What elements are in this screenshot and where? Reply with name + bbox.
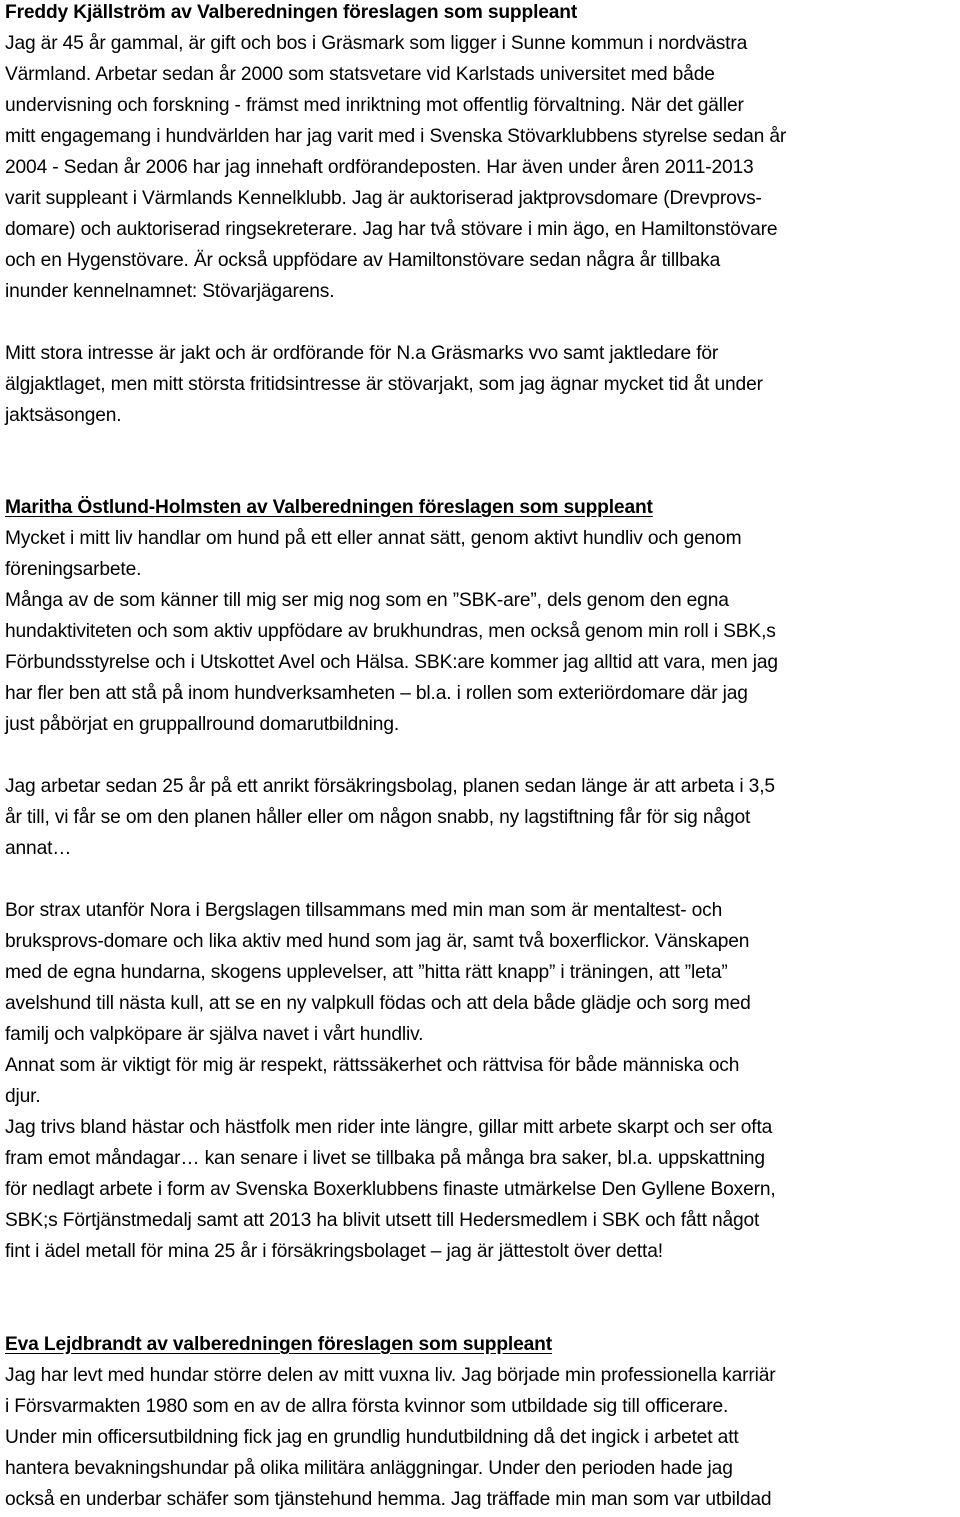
paragraph-line: hundaktiviteten och som aktiv uppfödare av brukhundras, men också genom min roll i SBK,s xyxy=(5,621,776,642)
paragraph-line: hantera bevakningshundar på olika militära anläggningar. Under den perioden hade jag xyxy=(5,1458,733,1479)
paragraph-line: Jag är 45 år gammal, är gift och bos i Gräsmark som ligger i Sunne kommun i nordvästra xyxy=(5,33,748,54)
paragraph-line: fram emot måndagar… kan senare i livet se tillbaka på många bra saker, bl.a. uppskattning xyxy=(5,1148,765,1169)
paragraph-line: bruksprovs-domare och lika aktiv med hund som jag är, samt två boxerflickor. Vänskapen xyxy=(5,931,750,952)
paragraph-line: Jag trivs bland hästar och hästfolk men rider inte längre, gillar mitt arbete skarpt och ser ofta xyxy=(5,1117,773,1138)
paragraph-line: Förbundsstyrelse och i Utskottet Avel och Hälsa. SBK:are kommer jag alltid att vara, men jag xyxy=(5,652,778,673)
paragraph-line: Under min officersutbildning fick jag en grundlig hundutbildning då det ingick i arbetet att xyxy=(5,1427,739,1448)
paragraph-line: föreningsarbete. xyxy=(5,559,142,580)
section-heading-maritha: Maritha Östlund-Holmsten av Valberedningen föreslagen som suppleant xyxy=(5,497,653,518)
paragraph-line: undervisning och forskning - främst med inriktning mot offentlig förvaltning. När det gäller xyxy=(5,95,744,116)
paragraph-line: också en underbar schäfer som tjänstehund hemma. Jag träffade min man som var utbildad xyxy=(5,1489,772,1510)
paragraph-line: älgjaktlaget, men mitt största fritidsintresse är stövarjakt, som jag ägnar mycket tid åt under xyxy=(5,374,763,395)
paragraph-line: varit suppleant i Värmlands Kennelklubb. Jag är auktoriserad jaktprovsdomare (Drevprovs- xyxy=(5,188,762,209)
paragraph-line: Många av de som känner till mig ser mig nog som en ”SBK-are”, dels genom den egna xyxy=(5,590,729,611)
paragraph-line: Jag har levt med hundar större delen av mitt vuxna liv. Jag började min professionella karriär xyxy=(5,1365,776,1386)
paragraph-line: domare) och auktoriserad ringsekreterare. Jag har två stövare i min ägo, en Hamiltonstövare xyxy=(5,219,778,240)
paragraph-line: just påbörjat en gruppallround domarutbildning. xyxy=(5,714,400,735)
paragraph-line: jaktsäsongen. xyxy=(5,405,122,426)
paragraph-line: SBK;s Förtjänstmedalj samt att 2013 ha blivit utsett till Hedersmedlem i SBK och fått något xyxy=(5,1210,760,1231)
paragraph-line: för nedlagt arbete i form av Svenska Boxerklubbens finaste utmärkelse Den Gyllene Boxern, xyxy=(5,1179,776,1200)
paragraph-line: med de egna hundarna, skogens upplevelser, att ”hitta rätt knapp” i träningen, att ”leta” xyxy=(5,962,728,983)
paragraph-line: Annat som är viktigt för mig är respekt, rättssäkerhet och rättvisa för både människa och xyxy=(5,1055,740,1076)
paragraph-line: inunder kennelnamnet: Stövarjägarens. xyxy=(5,281,335,302)
paragraph-line: Bor strax utanför Nora i Bergslagen tillsammans med min man som är mentaltest- och xyxy=(5,900,723,921)
paragraph-line: i Försvarmakten 1980 som en av de allra första kvinnor som utbildade sig till officerare. xyxy=(5,1396,729,1417)
paragraph-line: Värmland. Arbetar sedan år 2000 som statsvetare vid Karlstads universitet med både xyxy=(5,64,715,85)
paragraph-line: Jag arbetar sedan 25 år på ett anrikt försäkringsbolag, planen sedan länge är att arbeta i 3,5 xyxy=(5,776,775,797)
paragraph-line: och en Hygenstövare. Är också uppfödare av Hamiltonstövare sedan några år tillbaka xyxy=(5,250,721,271)
paragraph-line: Mitt stora intresse är jakt och är ordförande för N.a Gräsmarks vvo samt jaktledare för xyxy=(5,343,719,364)
paragraph-line: Mycket i mitt liv handlar om hund på ett eller annat sätt, genom aktivt hundliv och genom xyxy=(5,528,742,549)
paragraph-line: år till, vi får se om den planen håller eller om någon snabb, ny lagstiftning får för sig något xyxy=(5,807,751,828)
paragraph-line: 2004 - Sedan år 2006 har jag innehaft ordförandeposten. Har även under åren 2011-2013 xyxy=(5,157,754,178)
paragraph-line: familj och valpköpare är själva navet i vårt hundliv. xyxy=(5,1024,424,1045)
section-heading-freddy: Freddy Kjällström av Valberedningen föreslagen som suppleant xyxy=(5,2,578,23)
paragraph-line: djur. xyxy=(5,1086,41,1107)
paragraph-line: annat… xyxy=(5,838,72,859)
paragraph-line: mitt engagemang i hundvärlden har jag varit med i Svenska Stövarklubbens styrelse sedan år xyxy=(5,126,787,147)
paragraph-line: avelshund till nästa kull, att se en ny valpkull födas och att dela både glädje och sorg med xyxy=(5,993,751,1014)
section-heading-eva: Eva Lejdbrandt av valberedningen föreslagen som suppleant xyxy=(5,1334,552,1355)
paragraph-line: fint i ädel metall för mina 25 år i försäkringsbolaget – jag är jättestolt över detta! xyxy=(5,1241,663,1262)
paragraph-line: har fler ben att stå på inom hundverksamheten – bl.a. i rollen som exteriördomare där jag xyxy=(5,683,748,704)
